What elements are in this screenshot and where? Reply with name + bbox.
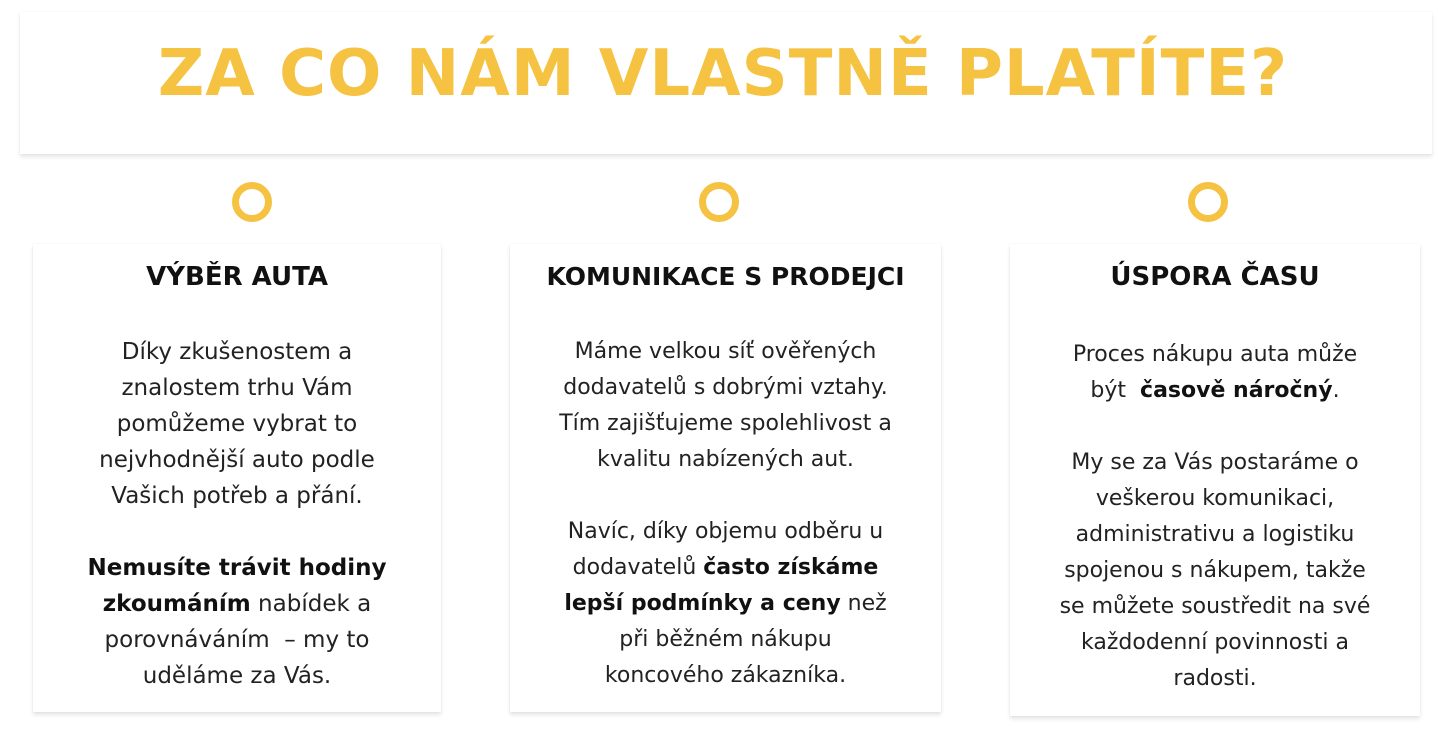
card-title: ÚSPORA ČASU [1110,262,1320,292]
card-text [33,334,441,694]
text-line: administrativu a logistiku [1075,522,1355,547]
text-line: každodenní povinnosti a [1081,630,1349,655]
text-line: Vašich potřeb a přání. [111,483,363,509]
bold-text: lepší podmínky a ceny [564,591,841,616]
text-line: kvalitu nabízených aut. [597,447,854,472]
text-line: se můžete soustředit na své [1059,594,1371,619]
text-line: znalostem trhu Vám [121,375,353,401]
text-line: porovnáváním – my to [104,627,370,653]
text-line [510,550,941,586]
text-line [510,586,941,622]
text-line: uděláme za Vás. [142,663,332,689]
text-fragment: být [1090,378,1141,403]
bold-text: často získáme [703,555,879,580]
text-line: radosti. [1173,666,1257,691]
card-car-selection-content [33,0,441,740]
text-fragment: nabídek a [250,591,372,617]
text-line: Díky zkušenostem a [121,339,353,365]
text-line: při běžném nákupu [619,627,832,652]
text-line [33,550,441,586]
text-line: Proces nákupu auta může [1072,342,1358,367]
text-line: koncového zákazníka. [604,663,847,688]
text-line [1010,373,1420,409]
text-line: veškerou komunikaci, [1095,486,1335,511]
card-title: KOMUNIKACE S PRODEJCI [546,262,905,291]
text-line [33,586,441,622]
text-fragment: dodavatelů [572,555,704,580]
text-fragment: než [840,591,887,616]
card-text [510,334,941,694]
card-dealer-communication-content [510,0,941,740]
page-title: ZA CO NÁM VLASTNĚ PLATÍTE? [157,37,1289,111]
card-title: VÝBĚR AUTA [146,262,328,292]
bold-text: zkoumáním [102,591,251,617]
text-line: My se za Vás postaráme o [1071,450,1359,475]
bold-text: Nemusíte trávit hodiny [87,555,387,581]
bold-text: časově náročný [1140,378,1333,403]
text-line: pomůžeme vybrat to [116,411,358,437]
text-line: nejvhodnější auto podle [99,447,375,473]
text-line: Navíc, díky objemu odběru u [567,519,884,544]
text-fragment: . [1332,378,1340,403]
text-line: spojenou s nákupem, takže [1064,558,1366,583]
card-time-saving-content [1010,0,1420,740]
text-line: Máme velkou síť ověřených [574,339,877,364]
text-line: dodavatelů s dobrými vztahy. [563,375,888,400]
text-line: Tím zajišťujeme spolehlivost a [559,411,892,436]
card-text [1010,337,1420,697]
